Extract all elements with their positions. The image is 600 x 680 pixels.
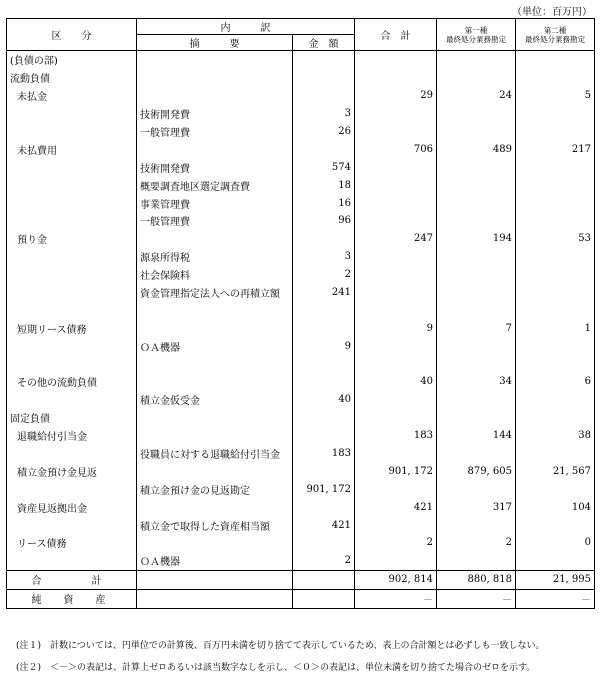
amount-cell <box>293 87 355 105</box>
kubun-cell: 未払費用 <box>7 140 137 158</box>
amount-cell <box>293 230 355 248</box>
tekiyo-cell: 積立金預け金の見返勘定 <box>137 480 293 498</box>
dai1-cell <box>437 391 516 409</box>
tekiyo-cell <box>137 301 293 319</box>
table-row <box>7 409 595 427</box>
tekiyo-cell <box>137 373 293 391</box>
goukei-cell <box>355 158 437 176</box>
tekiyo-cell: 資金管理指定法人への再積立額 <box>137 284 293 302</box>
dai2-cell <box>516 480 595 498</box>
dai2-cell <box>516 552 595 570</box>
dai1-cell <box>437 105 516 123</box>
dai2-cell <box>516 301 595 319</box>
amount-cell: 901, 172 <box>293 480 355 498</box>
amount-cell: 16 <box>293 194 355 212</box>
dai1-cell <box>437 552 516 570</box>
kubun-cell <box>7 158 137 176</box>
dai1-cell <box>437 248 516 266</box>
amount-cell: 3 <box>293 105 355 123</box>
dai2-cell <box>516 516 595 534</box>
dai1-cell <box>437 337 516 355</box>
tekiyo-cell: ＯＡ機器 <box>137 337 293 355</box>
table-row <box>7 87 595 105</box>
amount-cell <box>293 427 355 445</box>
tekiyo-cell: 積立金仮受金 <box>137 391 293 409</box>
header-dai2 <box>516 19 595 51</box>
table-row <box>7 480 595 498</box>
table-row <box>7 445 595 463</box>
amount-cell <box>293 51 355 69</box>
kubun-cell <box>7 212 137 230</box>
dai1-cell: 34 <box>437 373 516 391</box>
header-dai2-line1: 第二種 <box>543 25 567 35</box>
table-row <box>7 69 595 87</box>
tekiyo-cell: ＯＡ機器 <box>137 552 293 570</box>
table-row <box>7 105 595 123</box>
dai1-cell <box>437 194 516 212</box>
goukei-cell: 421 <box>355 498 437 516</box>
table-row <box>7 319 595 337</box>
header-dai1-line2: 最終処分業務勘定 <box>446 34 506 44</box>
kubun-cell <box>7 266 137 284</box>
goukei-cell: 40 <box>355 373 437 391</box>
kubun-cell <box>7 480 137 498</box>
kubun-cell <box>7 123 137 141</box>
kubun-cell <box>7 355 137 373</box>
dai2-cell <box>516 105 595 123</box>
table-row <box>7 248 595 266</box>
dai1-cell: 194 <box>437 230 516 248</box>
tekiyo-cell: 源泉所得税 <box>137 248 293 266</box>
dai1-cell <box>437 480 516 498</box>
tekiyo-cell <box>137 51 293 69</box>
tekiyo-cell: 積立金で取得した資産相当額 <box>137 516 293 534</box>
kubun-cell: 流動負債 <box>7 69 137 87</box>
dai1-cell <box>437 123 516 141</box>
amount-cell: 421 <box>293 516 355 534</box>
table-row <box>7 212 595 230</box>
dai2-cell <box>516 445 595 463</box>
tekiyo-cell: 社会保険料 <box>137 266 293 284</box>
dai1-cell: 317 <box>437 498 516 516</box>
kubun-cell <box>7 105 137 123</box>
goukei-cell: 901, 172 <box>355 462 437 480</box>
total-amount <box>293 570 355 589</box>
goukei-cell <box>355 409 437 427</box>
amount-cell: 96 <box>293 212 355 230</box>
dai1-cell: 7 <box>437 319 516 337</box>
dai1-cell <box>437 176 516 194</box>
dai2-cell: 38 <box>516 427 595 445</box>
amount-cell: 241 <box>293 284 355 302</box>
table-row <box>7 373 595 391</box>
kubun-cell <box>7 337 137 355</box>
header-tekiyo: 摘 要 <box>137 35 293 51</box>
dai2-cell <box>516 176 595 194</box>
tekiyo-cell <box>137 534 293 552</box>
dai1-cell <box>437 445 516 463</box>
amount-cell <box>293 498 355 516</box>
net-assets-tekiyo <box>137 589 293 608</box>
kubun-cell: 短期リース債務 <box>7 319 137 337</box>
dai2-cell: 104 <box>516 498 595 516</box>
goukei-cell: 29 <box>355 87 437 105</box>
dai1-cell: 24 <box>437 87 516 105</box>
dai2-cell <box>516 123 595 141</box>
net-assets-amount <box>293 589 355 608</box>
net-assets-row <box>7 589 595 608</box>
tekiyo-cell <box>137 69 293 87</box>
table-row <box>7 158 595 176</box>
dai2-cell: 0 <box>516 534 595 552</box>
table-row <box>7 176 595 194</box>
goukei-cell <box>355 69 437 87</box>
table-row <box>7 391 595 409</box>
table-row <box>7 552 595 570</box>
note-2: (注２) ＜－＞の表記は、計算上ゼロあるいは該当数字なしを示し、＜０＞の表記は、単位未満を切り捨てた場合のゼロを示す。 <box>16 663 536 673</box>
amount-cell: 2 <box>293 552 355 570</box>
tekiyo-cell <box>137 409 293 427</box>
goukei-cell: 706 <box>355 140 437 158</box>
amount-cell: 26 <box>293 123 355 141</box>
kubun-cell: 資産見返拠出金 <box>7 498 137 516</box>
dai2-cell: 53 <box>516 230 595 248</box>
tekiyo-cell <box>137 140 293 158</box>
dai2-cell <box>516 355 595 373</box>
goukei-cell <box>355 123 437 141</box>
amount-cell <box>293 373 355 391</box>
table-row <box>7 355 595 373</box>
goukei-cell <box>355 194 437 212</box>
note-1: (注１) 計数については、円単位での計算後、百万円未満を切り捨てて表示しているため、表上の合計額とは必ずしも一致しない。 <box>16 641 545 651</box>
dai2-cell <box>516 212 595 230</box>
dai2-cell: 5 <box>516 87 595 105</box>
dai2-cell <box>516 69 595 87</box>
dai1-cell <box>437 212 516 230</box>
kubun-cell: 固定負債 <box>7 409 137 427</box>
dai2-cell <box>516 337 595 355</box>
amount-cell <box>293 69 355 87</box>
kubun-cell: その他の流動負債 <box>7 373 137 391</box>
amount-cell: 18 <box>293 176 355 194</box>
tekiyo-cell: 技術開発費 <box>137 105 293 123</box>
table-row <box>7 284 595 302</box>
kubun-cell <box>7 248 137 266</box>
dai1-cell <box>437 51 516 69</box>
goukei-cell <box>355 552 437 570</box>
total-label: 合 計 <box>7 570 137 589</box>
total-dai2: 21, 995 <box>516 570 595 589</box>
table-row <box>7 498 595 516</box>
header-dai1-line1: 第一種 <box>464 25 488 35</box>
tekiyo-cell <box>137 498 293 516</box>
goukei-cell <box>355 266 437 284</box>
dai2-cell <box>516 284 595 302</box>
dai1-cell <box>437 284 516 302</box>
kubun-cell: 積立金預け金見返 <box>7 462 137 480</box>
amount-cell <box>293 140 355 158</box>
header-kingaku: 金 額 <box>293 35 355 51</box>
dai1-cell <box>437 409 516 427</box>
header-dai1 <box>437 19 516 51</box>
net-assets-goukei: － <box>355 589 437 608</box>
header-goukei: 合 計 <box>355 19 437 51</box>
table-row <box>7 516 595 534</box>
kubun-cell <box>7 194 137 212</box>
dai1-cell <box>437 266 516 284</box>
goukei-cell <box>355 248 437 266</box>
amount-cell: 183 <box>293 445 355 463</box>
table-row <box>7 51 595 69</box>
dai1-cell <box>437 516 516 534</box>
tekiyo-cell: 一般管理費 <box>137 212 293 230</box>
dai1-cell <box>437 301 516 319</box>
goukei-cell <box>355 105 437 123</box>
table-row <box>7 301 595 319</box>
kubun-cell: リース債務 <box>7 534 137 552</box>
table-row <box>7 427 595 445</box>
total-tekiyo <box>137 570 293 589</box>
dai1-cell: 879, 605 <box>437 462 516 480</box>
dai1-cell: 2 <box>437 534 516 552</box>
dai2-cell <box>516 51 595 69</box>
dai2-cell <box>516 194 595 212</box>
amount-cell: 3 <box>293 248 355 266</box>
table-row <box>7 534 595 552</box>
dai1-cell <box>437 69 516 87</box>
goukei-cell: 183 <box>355 427 437 445</box>
kubun-cell <box>7 301 137 319</box>
dai2-cell: 21, 567 <box>516 462 595 480</box>
kubun-cell <box>7 391 137 409</box>
amount-cell <box>293 319 355 337</box>
amount-cell <box>293 409 355 427</box>
kubun-cell <box>7 552 137 570</box>
header-dai2-line2: 最終処分業務勘定 <box>525 34 585 44</box>
goukei-cell <box>355 516 437 534</box>
goukei-cell <box>355 176 437 194</box>
kubun-cell <box>7 284 137 302</box>
amount-cell: 574 <box>293 158 355 176</box>
tekiyo-cell <box>137 462 293 480</box>
goukei-cell <box>355 337 437 355</box>
net-assets-label: 純 資 産 <box>7 589 137 608</box>
goukei-cell <box>355 445 437 463</box>
dai2-cell: 1 <box>516 319 595 337</box>
kubun-cell <box>7 176 137 194</box>
tekiyo-cell <box>137 427 293 445</box>
tekiyo-cell: 技術開発費 <box>137 158 293 176</box>
header-uchiwake: 内 訳 <box>137 19 355 35</box>
table-row <box>7 194 595 212</box>
kubun-cell: 未払金 <box>7 87 137 105</box>
amount-cell: 9 <box>293 337 355 355</box>
kubun-cell <box>7 516 137 534</box>
net-assets-dai2: － <box>516 589 595 608</box>
goukei-cell <box>355 284 437 302</box>
tekiyo-cell: 役職員に対する退職給付引当金 <box>137 445 293 463</box>
goukei-cell <box>355 51 437 69</box>
tekiyo-cell <box>137 355 293 373</box>
total-row <box>7 570 595 589</box>
dai2-cell <box>516 391 595 409</box>
total-goukei: 902, 814 <box>355 570 437 589</box>
goukei-cell <box>355 212 437 230</box>
dai1-cell <box>437 158 516 176</box>
table-row <box>7 230 595 248</box>
table-row <box>7 123 595 141</box>
dai2-cell <box>516 409 595 427</box>
dai2-cell: 6 <box>516 373 595 391</box>
tekiyo-cell: 事業管理費 <box>137 194 293 212</box>
tekiyo-cell <box>137 87 293 105</box>
table-row <box>7 462 595 480</box>
goukei-cell: 247 <box>355 230 437 248</box>
amount-cell: 40 <box>293 391 355 409</box>
tekiyo-cell: 一般管理費 <box>137 123 293 141</box>
amount-cell <box>293 301 355 319</box>
tekiyo-cell: 概要調査地区選定調査費 <box>137 176 293 194</box>
dai2-cell: 217 <box>516 140 595 158</box>
amount-cell <box>293 462 355 480</box>
unit-label: （単位：百万円） <box>512 7 592 18</box>
dai2-cell <box>516 248 595 266</box>
tekiyo-cell <box>137 319 293 337</box>
dai1-cell: 144 <box>437 427 516 445</box>
goukei-cell <box>355 301 437 319</box>
tekiyo-cell <box>137 230 293 248</box>
goukei-cell: 9 <box>355 319 437 337</box>
kubun-cell: 預り金 <box>7 230 137 248</box>
amount-cell <box>293 355 355 373</box>
amount-cell: 2 <box>293 266 355 284</box>
net-assets-dai1: － <box>437 589 516 608</box>
goukei-cell: 2 <box>355 534 437 552</box>
dai1-cell <box>437 355 516 373</box>
kubun-cell <box>7 445 137 463</box>
dai2-cell <box>516 266 595 284</box>
liabilities-table <box>6 18 595 609</box>
kubun-cell: (負債の部) <box>7 51 137 69</box>
kubun-cell: 退職給付引当金 <box>7 427 137 445</box>
table-row <box>7 266 595 284</box>
amount-cell <box>293 534 355 552</box>
goukei-cell <box>355 355 437 373</box>
header-kubun: 区 分 <box>7 19 137 51</box>
goukei-cell <box>355 391 437 409</box>
table-row <box>7 140 595 158</box>
total-dai1: 880, 818 <box>437 570 516 589</box>
table-row <box>7 337 595 355</box>
dai2-cell <box>516 158 595 176</box>
dai1-cell: 489 <box>437 140 516 158</box>
goukei-cell <box>355 480 437 498</box>
